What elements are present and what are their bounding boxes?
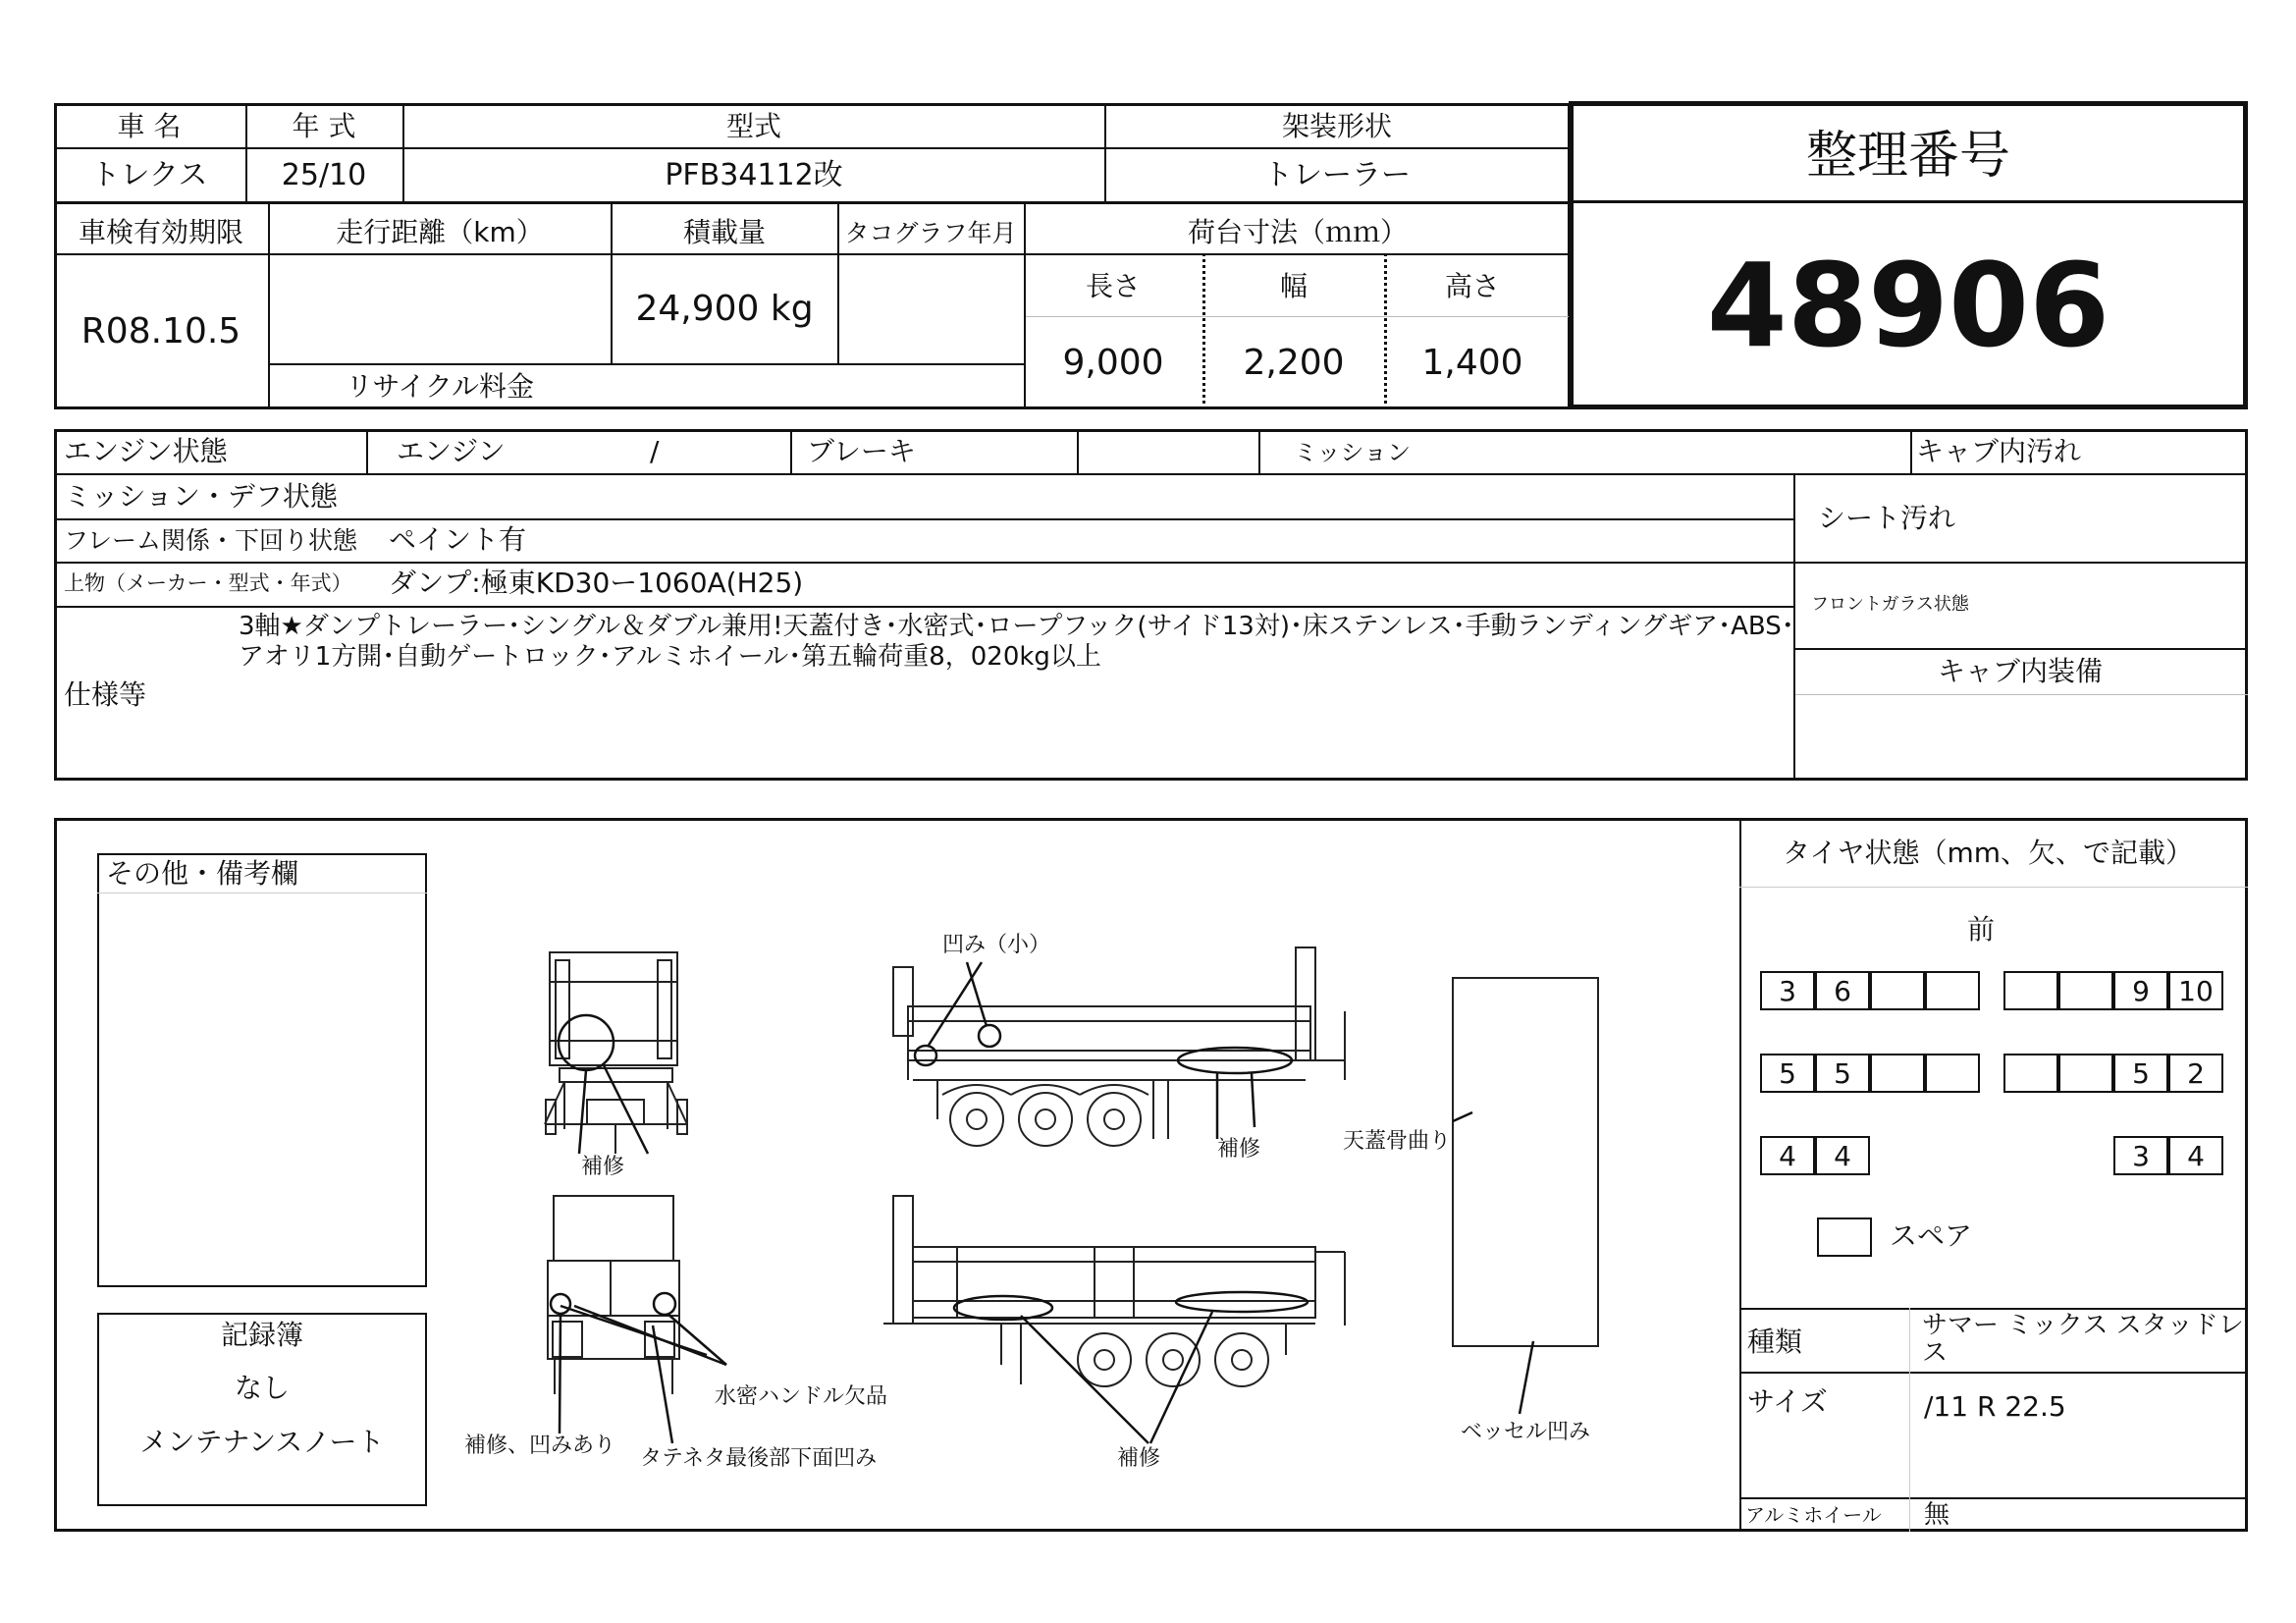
mission-diff-label: ミッション・デフ状態 <box>64 480 338 513</box>
maintenance-note-label: メンテナンスノート <box>139 1426 385 1458</box>
mission-label: ミッション <box>1294 439 1412 466</box>
length-value: 9,000 <box>1062 343 1164 383</box>
upper-value: ダンプ:極東KD30ー1060A(H25) <box>389 567 804 599</box>
remarks-label: その他・備考欄 <box>106 857 299 890</box>
seat-dirt-label: シート汚れ <box>1818 502 1956 534</box>
rear-repair-label: 補修 <box>581 1155 625 1179</box>
plan-view-drawing <box>1453 978 1598 1346</box>
tire-cell: 5 <box>1815 1054 1870 1093</box>
tire-type-label: 種類 <box>1747 1325 1803 1358</box>
spec-line-1: 3軸★ダンプトレーラー･シングル＆ダブル兼用!天蓋付き･水密式･ロープフック(サイド13対)･床ステンレス･手動ランディングギア･ABS･ <box>239 612 1794 641</box>
tire-cell: 5 <box>2113 1054 2168 1093</box>
tire-cell: 4 <box>1815 1136 1870 1175</box>
vehicle-model: PFB34112改 <box>665 158 843 192</box>
spare-label: スペア <box>1890 1219 1973 1252</box>
tire-size-label: サイズ <box>1747 1385 1828 1418</box>
width-value: 2,200 <box>1243 343 1345 383</box>
rear-view-drawing <box>545 952 687 1154</box>
tire-cell: 4 <box>2168 1136 2223 1175</box>
tire-cell <box>2058 971 2113 1010</box>
damage-markers <box>551 962 1533 1443</box>
spec-line-2: アオリ1方開･自動ゲートロック･アルミホイール･第五輪荷重8，020kg以上 <box>239 642 1101 672</box>
tire-size-value: /11 R 22.5 <box>1924 1390 2066 1423</box>
frame-label: フレーム関係・下回り状態 <box>64 526 358 555</box>
vessel-dent-label: ベッセル凹み <box>1461 1420 1591 1444</box>
col-name-header: 車 名 <box>117 110 182 142</box>
engine-state-label: エンジン状態 <box>64 435 228 467</box>
tire-panel-title: タイヤ状態（mm、欠、で記載） <box>1783 837 2193 869</box>
tire-cell: 10 <box>2168 971 2223 1010</box>
tire-cell <box>2003 971 2058 1010</box>
col-body-header: 架装形状 <box>1281 110 1393 142</box>
spare-tire-cell <box>1817 1217 1872 1257</box>
side-view-lower <box>883 1196 1345 1386</box>
vehicle-name: トレクス <box>90 158 208 192</box>
tire-cell: 9 <box>2113 971 2168 1010</box>
tire-cell: 2 <box>2168 1054 2223 1093</box>
repair-dent-label: 補修、凹みあり <box>464 1434 616 1458</box>
engine-slash: / <box>650 435 660 467</box>
tire-cell <box>2058 1054 2113 1093</box>
load-value: 24,900 kg <box>635 289 814 329</box>
reference-number: 48906 <box>1706 238 2110 373</box>
record-book-value: なし <box>234 1372 291 1404</box>
alloy-wheel-value: 無 <box>1924 1500 1950 1530</box>
tire-cell: 6 <box>1815 971 1870 1010</box>
bed-size-label: 荷台寸法（ｍｍ） <box>1187 216 1409 248</box>
length-label: 長さ <box>1085 270 1142 302</box>
vehicle-year: 25/10 <box>281 158 367 192</box>
engine-label: エンジン <box>397 435 506 467</box>
water-handle-label: 水密ハンドル欠品 <box>715 1384 888 1409</box>
side-repair-label-2: 補修 <box>1117 1446 1161 1471</box>
vehicle-body: トレーラー <box>1263 158 1411 192</box>
col-year-header: 年 式 <box>292 110 356 142</box>
upper-label: 上物（メーカー・型式・年式） <box>64 571 352 595</box>
dent-small-label: 凹み（小） <box>942 933 1051 957</box>
tire-front-label: 前 <box>1966 913 1996 946</box>
tateneta-dent-label: タテネタ最後部下面凹み <box>640 1446 878 1471</box>
brake-label: ブレーキ <box>807 435 916 467</box>
width-label: 幅 <box>1279 270 1308 302</box>
tire-type-value: サマー ミックス スタッドレス <box>1922 1311 2244 1368</box>
recycle-label: リサイクル料金 <box>345 370 535 403</box>
mileage-label: 走行距離（km） <box>336 216 544 248</box>
tire-cell: 3 <box>2113 1136 2168 1175</box>
tire-cell: 5 <box>1760 1054 1815 1093</box>
inspection-value: R08.10.5 <box>80 311 241 352</box>
height-value: 1,400 <box>1421 343 1523 383</box>
tacho-label: タコグラフ年月 <box>844 219 1017 247</box>
tire-cell <box>1925 1054 1980 1093</box>
side-view-upper <box>893 947 1345 1146</box>
frame-value: ペイント有 <box>389 523 527 556</box>
tire-cell <box>1870 971 1925 1010</box>
tire-cell <box>1925 971 1980 1010</box>
side-repair-label: 補修 <box>1217 1137 1261 1162</box>
reference-label: 整理番号 <box>1805 127 2011 186</box>
col-model-header: 型式 <box>725 110 782 142</box>
tire-cell <box>2003 1054 2058 1093</box>
canopy-bend-label: 天蓋骨曲り <box>1343 1129 1452 1154</box>
spec-label: 仕様等 <box>64 678 147 711</box>
height-label: 高さ <box>1444 270 1501 302</box>
cab-dirt-label: キャブ内汚れ <box>1916 435 2082 467</box>
inspection-label: 車検有効期限 <box>78 216 244 248</box>
load-label: 積載量 <box>682 216 767 248</box>
windshield-label: フロントガラス状態 <box>1811 594 1969 615</box>
alloy-wheel-label: アルミホイール <box>1745 1503 1882 1527</box>
tire-cell: 4 <box>1760 1136 1815 1175</box>
tire-cell <box>1870 1054 1925 1093</box>
cab-equipment-label: キャブ内装備 <box>1937 655 2104 687</box>
tire-cell: 3 <box>1760 971 1815 1010</box>
record-book-label: 記録簿 <box>220 1319 304 1351</box>
